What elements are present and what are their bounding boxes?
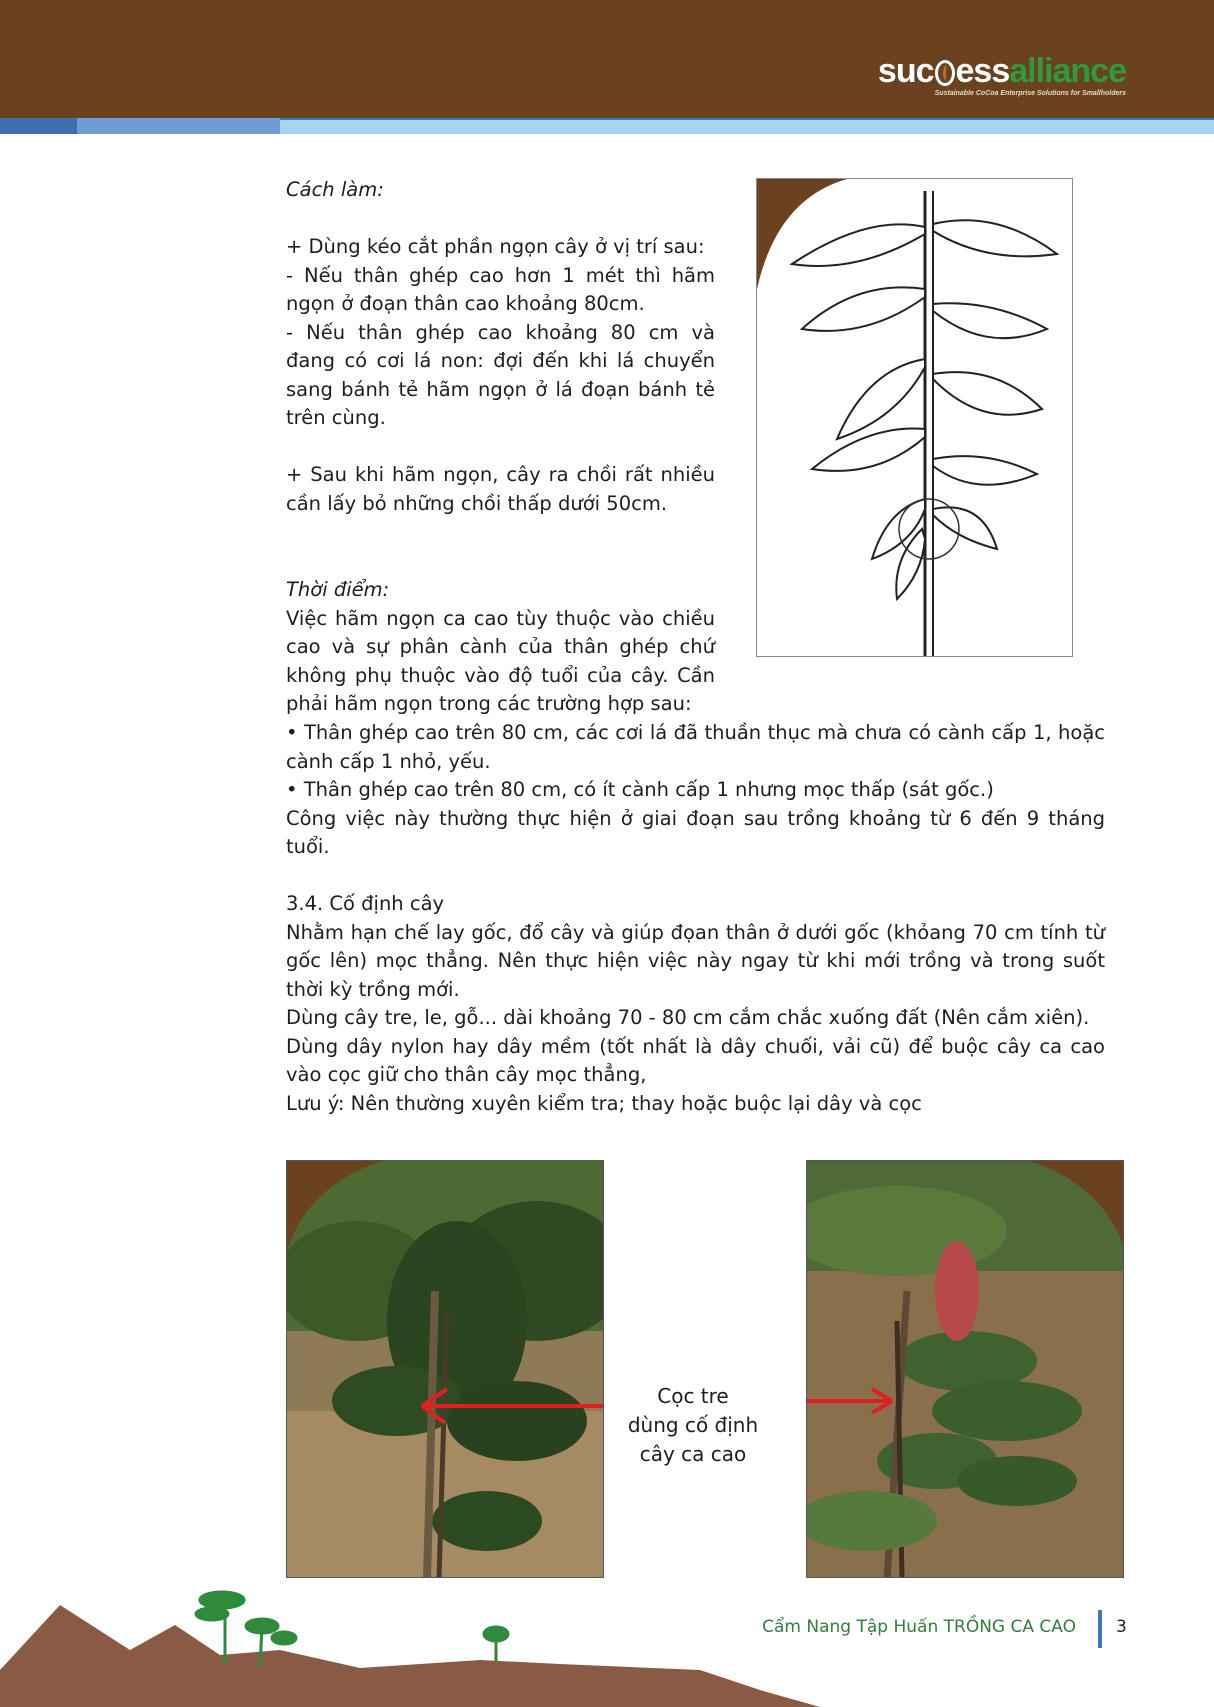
paragraph: - Nếu thân ghép cao khoảng 80 cm và đang có cơi lá non: đợi đến khi lá chuyển sang bánh tẻ hãm ngọn ở lá đoạn bánh tẻ trên cùng. xyxy=(286,320,715,429)
staked-cocoa-photo-left xyxy=(286,1160,604,1578)
cocoa-bean-icon xyxy=(935,60,955,86)
section-heading: 3.4. Cố định cây xyxy=(286,892,445,915)
cocoa-plant-drawing xyxy=(756,178,1073,657)
mountain-landscape-decoration xyxy=(0,1590,1214,1707)
bullet-item: • Thân ghép cao trên 80 cm, các cơi lá đã thuần thục mà chưa có cành cấp 1, hoặc cành cấp 1 nhỏ, yếu. xyxy=(286,721,1105,773)
logo-tagline: Sustainable CoCoa Enterprise Solutions for Smallholders xyxy=(934,90,1126,97)
section-thoi-diem xyxy=(286,576,715,719)
paragraph: Lưu ý: Nên thường xuyên kiểm tra; thay hoặc buộc lại dây và cọc xyxy=(286,1091,922,1115)
section-heading: Thời điểm: xyxy=(286,578,390,601)
paragraph: Việc hãm ngọn ca cao tùy thuộc vào chiều cao và sự phân cành của thân ghép chứ không phụ thuộc vào độ tuổi của cây. Cần phải hãm ngọn trong các trường hợp sau: xyxy=(286,606,715,715)
section-body-wide xyxy=(286,719,1105,1118)
paragraph: Công việc này thường thực hiện ở giai đoạn sau trồng khoảng từ 6 đến 9 tháng tuổi. xyxy=(286,806,1105,858)
callout-line: cây ca cao xyxy=(639,1442,747,1466)
staked-cocoa-photo-right xyxy=(806,1160,1124,1578)
page-number: 3 xyxy=(1116,1617,1127,1637)
footer-divider xyxy=(1098,1610,1102,1648)
callout-line: Cọc tre xyxy=(657,1384,729,1408)
header-stripe xyxy=(77,118,280,134)
successalliance-logo: suc essalliance xyxy=(877,52,1126,90)
paragraph: - Nếu thân ghép cao hơn 1 mét thì hãm ngọn ở đoạn thân cao khoảng 80cm. xyxy=(286,263,715,315)
paragraph: + Sau khi hãm ngọn, cây ra chồi rất nhiều cần lấy bỏ những chồi thấp dưới 50cm. xyxy=(286,463,715,515)
callout-line: dùng cố định xyxy=(627,1413,759,1437)
footer-book-title: Cẩm Nang Tập Huấn TRỒNG CA CAO xyxy=(762,1617,1076,1637)
section-heading: Cách làm: xyxy=(286,178,384,201)
header-stripe xyxy=(0,118,77,134)
section-cach-lam xyxy=(286,176,715,518)
header-stripe xyxy=(280,118,1214,134)
paragraph: Dùng cây tre, le, gỗ... dài khoảng 70 - 80 cm cắm chắc xuống đất (Nên cắm xiên). xyxy=(286,1006,1090,1029)
bullet-item: • Thân ghép cao trên 80 cm, có ít cành cấp 1 nhưng mọc thấp (sát gốc.) xyxy=(286,778,994,801)
paragraph: Nhằm hạn chế lay gốc, đổ cây và giúp đọan thân ở dưới gốc (khỏang 70 cm tính từ gốc lên) mọc thẳng. Nên thực hiện việc này ngay từ khi mới trồng và trong suốt thời kỳ trồng mới. xyxy=(286,920,1105,1001)
paragraph: Dùng dây nylon hay dây mềm (tốt nhất là dây chuối, vải cũ) để buộc cây ca cao vào cọc giữ cho thân cây mọc thẳng, xyxy=(286,1034,1105,1086)
stake-callout-label xyxy=(620,1382,766,1469)
paragraph: + Dùng kéo cắt phần ngọn cây ở vị trí sau: xyxy=(286,235,705,258)
